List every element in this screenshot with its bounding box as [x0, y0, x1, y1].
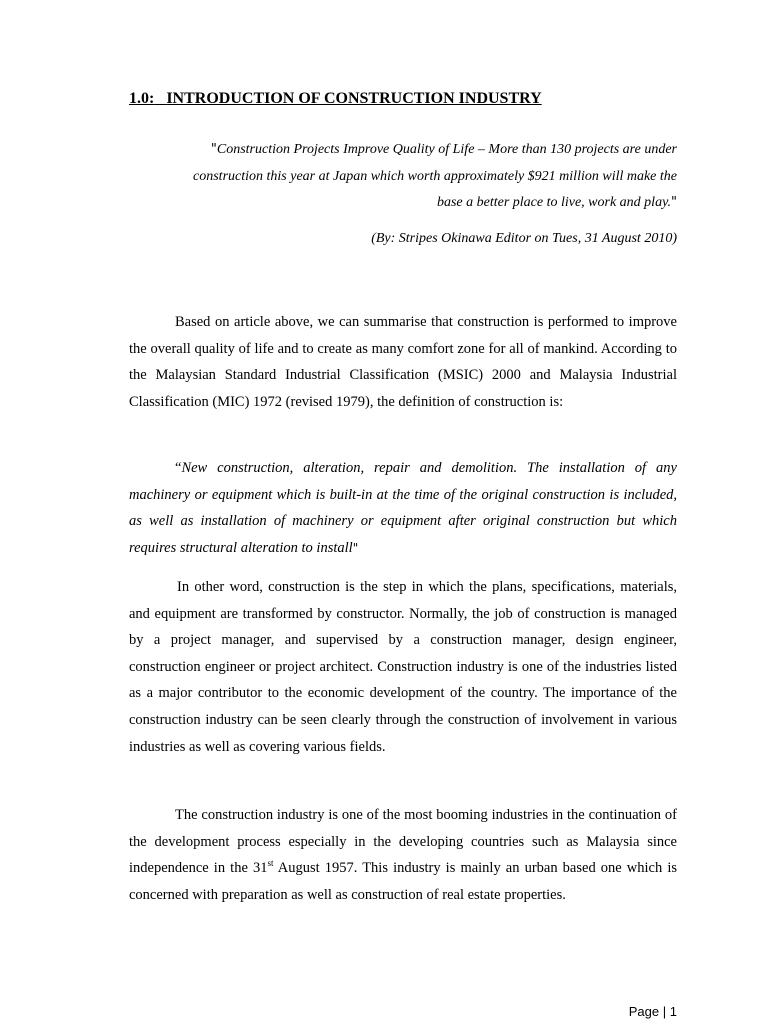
epigraph-line-2: construction this year at Japan which worth approximately $921 million will make the	[193, 168, 677, 184]
paragraph-intro: Based on article above, we can summarise that construction is performed to improve the overall quality of life and to create as many comfort zone for all of mankind. According to the Malaysian Standard Industrial Classification (MSIC) 2000 and Malaysia Industrial Classification (MIC) 1972 (revised 1979), the definition of construction is:	[129, 314, 677, 410]
section-heading	[129, 90, 542, 108]
epigraph-attribution: (By: Stripes Okinawa Editor on Tues, 31 August 2010)	[371, 231, 677, 246]
epigraph-line-1-text: Construction Projects Improve Quality of Life – More than 130 projects are under	[216, 142, 677, 157]
paragraph-industry-growth	[129, 802, 677, 908]
ordinal-suffix: st	[267, 858, 274, 869]
epigraph-open-quote: "	[210, 142, 217, 157]
epigraph-line-3	[129, 190, 677, 217]
epigraph-close-quote: "	[671, 195, 677, 210]
page-number: 1	[669, 1004, 677, 1019]
epigraph-line-3-text: base a better place to live, work and play.	[436, 195, 672, 210]
page-label: Page	[628, 1004, 660, 1019]
definition-open-quote: “	[175, 460, 182, 476]
paragraph-construction-process: In other word, construction is the step in which the plans, specifications, materials, and equipment are transformed by constructor. Normally, the job of construction is managed by a project manager, and supervised by a construction manager, design engineer, construction engineer or project architect. Construction industry is one of the industries listed as a major contributor to the economic development of the country. The importance of the construction industry can be seen clearly through the construction of involvement in various industries as well as covering various fields.	[129, 579, 677, 755]
paragraph-industry-growth-part-2: August 1957. This industry is mainly an urban based one which is concerned with preparation as well as construction of real estate properties.	[129, 860, 677, 903]
definition-close-quote: "	[352, 540, 359, 555]
page-separator: |	[662, 1004, 667, 1019]
page-footer	[629, 1004, 677, 1019]
epigraph-line-1	[129, 137, 677, 164]
definition-quote-text: New construction, alteration, repair and demolition. The installation of any machinery or equipment which is built-in at the time of the original construction is included, as well as installation of machinery or equipment after original construction but which requires structural alteration to install	[129, 460, 677, 556]
paragraph-industry-growth-part-1: The construction industry is one of the most booming industries in the continuation of the development process especially in the developing countries such as Malaysia since independence in the 31	[129, 807, 677, 877]
definition-quote	[129, 455, 677, 561]
epigraph-quote	[129, 137, 677, 217]
section-title: INTRODUCTION OF CONSTRUCTION INDUSTRY	[166, 90, 542, 107]
section-number: 1.0:	[129, 90, 155, 107]
